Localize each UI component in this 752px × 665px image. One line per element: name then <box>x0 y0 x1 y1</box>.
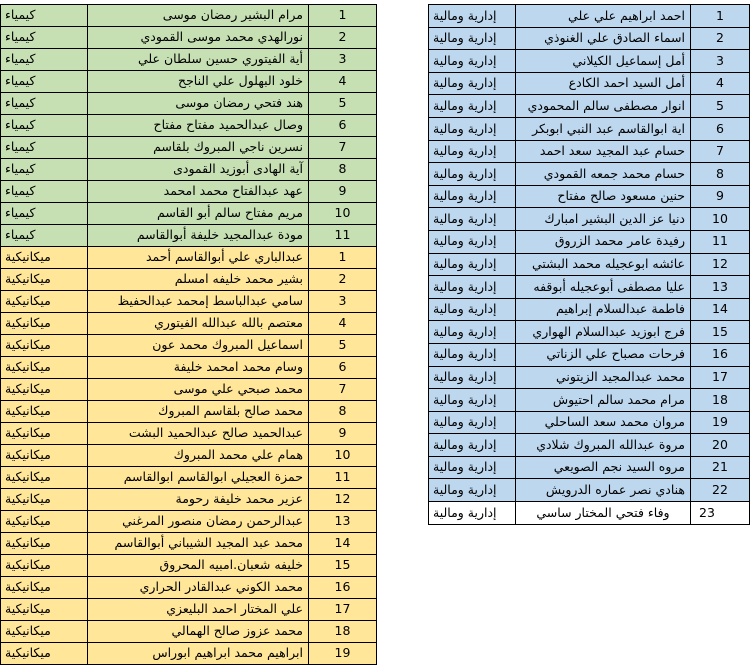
student-name-cell: خلود البهلول علي الناجح <box>88 71 309 93</box>
department-cell: ميكانيكية <box>1 643 88 665</box>
row-number-cell: 8 <box>309 401 377 423</box>
department-cell: ميكانيكية <box>1 269 88 291</box>
table-row <box>1 203 377 225</box>
student-name-cell: علي المختار احمد البليعزي <box>88 599 309 621</box>
right-student-table <box>428 4 750 525</box>
student-name-cell: حنين مسعود صالح مفتاح <box>516 185 691 208</box>
table-row <box>1 49 377 71</box>
department-cell: إدارية ومالية <box>429 163 516 186</box>
department-cell: ميكانيكية <box>1 511 88 533</box>
table-row <box>1 181 377 203</box>
department-cell: ميكانيكية <box>1 423 88 445</box>
table-row <box>429 298 750 321</box>
department-cell: إدارية ومالية <box>429 479 516 502</box>
table-row <box>1 621 377 643</box>
department-cell: ميكانيكية <box>1 555 88 577</box>
row-number-cell: 8 <box>309 159 377 181</box>
department-cell: ميكانيكية <box>1 401 88 423</box>
student-name-cell: أمل السيد احمد الكادع <box>516 72 691 95</box>
row-number-cell: 16 <box>691 343 750 366</box>
student-name-cell: احمد ابراهيم علي علي <box>516 5 691 28</box>
table-row <box>1 489 377 511</box>
department-cell: إدارية ومالية <box>429 185 516 208</box>
row-number-cell: 13 <box>691 276 750 299</box>
table-row <box>1 357 377 379</box>
row-number-cell: 7 <box>309 137 377 159</box>
student-name-cell: محمد عبد المجيد الشيباني أبوالقاسم <box>88 533 309 555</box>
table-row <box>1 137 377 159</box>
student-name-cell: رفيدة عامر محمد الزروق <box>516 230 691 253</box>
table-row <box>1 313 377 335</box>
department-cell: إدارية ومالية <box>429 230 516 253</box>
student-name-cell: وصال عبدالحميد مفتاح مفتاح <box>88 115 309 137</box>
row-number-cell: 5 <box>691 95 750 118</box>
student-name-cell: ابراهيم محمد ابراهيم ابوراس <box>88 643 309 665</box>
table-row <box>1 269 377 291</box>
student-name-cell: مروان محمد سعد الساحلي <box>516 411 691 434</box>
student-name-cell: نورالهدي محمد موسى القمودي <box>88 27 309 49</box>
table-row <box>429 366 750 389</box>
row-number-cell: 7 <box>691 140 750 163</box>
student-name-cell: هند فتحي رمضان موسى <box>88 93 309 115</box>
department-cell: إدارية ومالية <box>429 276 516 299</box>
table-row <box>429 117 750 140</box>
student-name-cell: حمزة العجيلي ابوالقاسم ابوالقاسم <box>88 467 309 489</box>
table-row <box>429 434 750 457</box>
left-student-table <box>0 4 377 665</box>
table-row <box>429 163 750 186</box>
student-name-cell: اية ابوالقاسم عبد النبي ابوبكر <box>516 117 691 140</box>
student-name-cell: مروه السيد نجم الصويعي <box>516 456 691 479</box>
table-row <box>1 225 377 247</box>
table-row <box>429 343 750 366</box>
student-name-cell: مريم مفتاح سالم أبو القاسم <box>88 203 309 225</box>
department-cell: كيمياء <box>1 27 88 49</box>
row-number-cell: 6 <box>309 115 377 137</box>
department-cell: إدارية ومالية <box>429 253 516 276</box>
department-cell: ميكانيكية <box>1 533 88 555</box>
student-name-cell: وفاء فتحي المختار ساسي <box>516 502 691 525</box>
table-row <box>429 411 750 434</box>
student-name-cell: عائشه ابوعجيله محمد البشتي <box>516 253 691 276</box>
row-number-cell: 1 <box>691 5 750 28</box>
department-cell: كيمياء <box>1 203 88 225</box>
student-name-cell: محمد عبدالمجيد الزيتوني <box>516 366 691 389</box>
right-table-body <box>429 5 750 525</box>
table-row <box>429 321 750 344</box>
table-row <box>1 511 377 533</box>
row-number-cell: 21 <box>691 456 750 479</box>
student-name-cell: هنادي نصر عماره الدرويش <box>516 479 691 502</box>
row-number-cell: 19 <box>691 411 750 434</box>
student-name-cell: آية الهادى أبوزيد القمودى <box>88 159 309 181</box>
table-row <box>1 533 377 555</box>
department-cell: كيمياء <box>1 137 88 159</box>
row-number-cell: 11 <box>691 230 750 253</box>
row-number-cell: 1 <box>309 5 377 27</box>
department-cell: ميكانيكية <box>1 489 88 511</box>
department-cell: إدارية ومالية <box>429 411 516 434</box>
row-number-cell: 17 <box>691 366 750 389</box>
row-number-cell: 18 <box>309 621 377 643</box>
table-row <box>429 253 750 276</box>
student-name-cell: حسام محمد جمعه القمودي <box>516 163 691 186</box>
student-name-cell: سامي عبدالباسط إمحمد عبدالحفيظ <box>88 291 309 313</box>
department-cell: إدارية ومالية <box>429 50 516 73</box>
student-name-cell: مودة عبدالمجيد خليفة أبوالقاسم <box>88 225 309 247</box>
department-cell: إدارية ومالية <box>429 343 516 366</box>
table-row <box>429 230 750 253</box>
department-cell: إدارية ومالية <box>429 27 516 50</box>
row-number-cell: 23 <box>691 502 750 525</box>
student-name-cell: اسماعيل المبروك محمد عون <box>88 335 309 357</box>
table-row <box>1 555 377 577</box>
table-row <box>1 445 377 467</box>
row-number-cell: 11 <box>309 225 377 247</box>
table-row <box>429 50 750 73</box>
department-cell: إدارية ومالية <box>429 366 516 389</box>
table-row <box>429 389 750 412</box>
department-cell: إدارية ومالية <box>429 117 516 140</box>
student-name-cell: محمد صالح بلقاسم المبروك <box>88 401 309 423</box>
row-number-cell: 6 <box>309 357 377 379</box>
student-name-cell: فرج ابوزيد عبدالسلام الهواري <box>516 321 691 344</box>
row-number-cell: 15 <box>691 321 750 344</box>
student-name-cell: عهد عبدالفتاح محمد امحمد <box>88 181 309 203</box>
row-number-cell: 12 <box>309 489 377 511</box>
row-number-cell: 5 <box>309 93 377 115</box>
student-name-cell: عزير محمد خليفة رحومة <box>88 489 309 511</box>
table-row <box>429 95 750 118</box>
row-number-cell: 20 <box>691 434 750 457</box>
table-row <box>1 115 377 137</box>
student-name-cell: خليفه شعبان.امبيه المحروق <box>88 555 309 577</box>
row-number-cell: 17 <box>309 599 377 621</box>
student-name-cell: أية الفيتوري حسين سلطان علي <box>88 49 309 71</box>
student-name-cell: نسرين ناجي المبروك بلقاسم <box>88 137 309 159</box>
table-row <box>1 93 377 115</box>
department-cell: إدارية ومالية <box>429 502 516 525</box>
table-row <box>1 71 377 93</box>
table-row <box>429 479 750 502</box>
row-number-cell: 2 <box>309 269 377 291</box>
table-row <box>1 599 377 621</box>
row-number-cell: 14 <box>691 298 750 321</box>
row-number-cell: 8 <box>691 163 750 186</box>
row-number-cell: 3 <box>691 50 750 73</box>
table-row <box>1 247 377 269</box>
department-cell: ميكانيكية <box>1 445 88 467</box>
department-cell: كيمياء <box>1 159 88 181</box>
row-number-cell: 3 <box>309 291 377 313</box>
student-name-cell: مروة عبدالله المبروك شلادي <box>516 434 691 457</box>
student-name-cell: عبدالحميد صالح عبدالحميد البشت <box>88 423 309 445</box>
department-cell: كيمياء <box>1 49 88 71</box>
student-name-cell: انوار مصطفى سالم المحمودي <box>516 95 691 118</box>
row-number-cell: 2 <box>691 27 750 50</box>
table-row <box>1 27 377 49</box>
student-name-cell: محمد عزوز صالح الهمالي <box>88 621 309 643</box>
table-row <box>1 335 377 357</box>
department-cell: إدارية ومالية <box>429 208 516 231</box>
row-number-cell: 12 <box>691 253 750 276</box>
department-cell: إدارية ومالية <box>429 5 516 28</box>
row-number-cell: 16 <box>309 577 377 599</box>
department-cell: إدارية ومالية <box>429 321 516 344</box>
department-cell: كيمياء <box>1 225 88 247</box>
department-cell: كيمياء <box>1 115 88 137</box>
row-number-cell: 11 <box>309 467 377 489</box>
department-cell: كيمياء <box>1 181 88 203</box>
department-cell: كيمياء <box>1 71 88 93</box>
row-number-cell: 7 <box>309 379 377 401</box>
table-row <box>1 159 377 181</box>
row-number-cell: 2 <box>309 27 377 49</box>
table-row <box>1 577 377 599</box>
student-name-cell: همام علي محمد المبروك <box>88 445 309 467</box>
row-number-cell: 14 <box>309 533 377 555</box>
department-cell: إدارية ومالية <box>429 72 516 95</box>
department-cell: إدارية ومالية <box>429 298 516 321</box>
row-number-cell: 4 <box>691 72 750 95</box>
row-number-cell: 9 <box>691 185 750 208</box>
row-number-cell: 19 <box>309 643 377 665</box>
row-number-cell: 6 <box>691 117 750 140</box>
student-name-cell: أمل إسماعيل الكيلاني <box>516 50 691 73</box>
department-cell: إدارية ومالية <box>429 456 516 479</box>
student-name-cell: محمد صبحي علي موسى <box>88 379 309 401</box>
row-number-cell: 9 <box>309 423 377 445</box>
student-name-cell: وسام محمد امحمد خليفة <box>88 357 309 379</box>
student-name-cell: معتصم بالله عبدالله الفيتوري <box>88 313 309 335</box>
department-cell: ميكانيكية <box>1 621 88 643</box>
department-cell: ميكانيكية <box>1 379 88 401</box>
department-cell: إدارية ومالية <box>429 140 516 163</box>
table-row <box>429 185 750 208</box>
row-number-cell: 15 <box>309 555 377 577</box>
department-cell: إدارية ومالية <box>429 95 516 118</box>
table-row <box>429 27 750 50</box>
student-name-cell: فاطمة عبدالسلام إبراهيم <box>516 298 691 321</box>
row-number-cell: 4 <box>309 71 377 93</box>
department-cell: ميكانيكية <box>1 247 88 269</box>
row-number-cell: 3 <box>309 49 377 71</box>
student-name-cell: مرام محمد سالم احتيوش <box>516 389 691 412</box>
table-row <box>429 72 750 95</box>
student-name-cell: بشير محمد خليفه امسلم <box>88 269 309 291</box>
row-number-cell: 10 <box>309 445 377 467</box>
department-cell: كيمياء <box>1 93 88 115</box>
row-number-cell: 1 <box>309 247 377 269</box>
student-name-cell: عبدالرحمن رمضان منصور المرغني <box>88 511 309 533</box>
row-number-cell: 5 <box>309 335 377 357</box>
table-row <box>429 140 750 163</box>
table-row <box>429 456 750 479</box>
table-row <box>429 5 750 28</box>
row-number-cell: 22 <box>691 479 750 502</box>
row-number-cell: 4 <box>309 313 377 335</box>
row-number-cell: 10 <box>309 203 377 225</box>
department-cell: ميكانيكية <box>1 313 88 335</box>
student-name-cell: عليا مصطفى أبوعجيله أبوقفه <box>516 276 691 299</box>
department-cell: ميكانيكية <box>1 291 88 313</box>
department-cell: ميكانيكية <box>1 357 88 379</box>
table-row <box>429 276 750 299</box>
department-cell: ميكانيكية <box>1 599 88 621</box>
table-row <box>1 643 377 665</box>
student-name-cell: محمد الكوني عبدالقادر الحراري <box>88 577 309 599</box>
student-name-cell: مرام البشير رمضان موسى <box>88 5 309 27</box>
student-name-cell: دنيا عز الدين البشير امبارك <box>516 208 691 231</box>
department-cell: ميكانيكية <box>1 577 88 599</box>
row-number-cell: 10 <box>691 208 750 231</box>
table-row <box>429 208 750 231</box>
student-name-cell: حسام عبد المجيد سعد احمد <box>516 140 691 163</box>
department-cell: ميكانيكية <box>1 467 88 489</box>
department-cell: ميكانيكية <box>1 335 88 357</box>
row-number-cell: 18 <box>691 389 750 412</box>
table-row <box>1 401 377 423</box>
department-cell: إدارية ومالية <box>429 389 516 412</box>
student-name-cell: فرحات مصباح علي الزناتي <box>516 343 691 366</box>
row-number-cell: 13 <box>309 511 377 533</box>
table-row <box>1 467 377 489</box>
student-name-cell: اسماء الصادق علي الغنوذي <box>516 27 691 50</box>
table-row <box>1 291 377 313</box>
student-name-cell: عبدالباري علي أبوالقاسم أحمد <box>88 247 309 269</box>
row-number-cell: 9 <box>309 181 377 203</box>
department-cell: كيمياء <box>1 5 88 27</box>
table-row <box>1 379 377 401</box>
table-row <box>1 423 377 445</box>
table-row <box>429 502 750 525</box>
left-table-body <box>1 5 377 665</box>
table-row <box>1 5 377 27</box>
department-cell: إدارية ومالية <box>429 434 516 457</box>
